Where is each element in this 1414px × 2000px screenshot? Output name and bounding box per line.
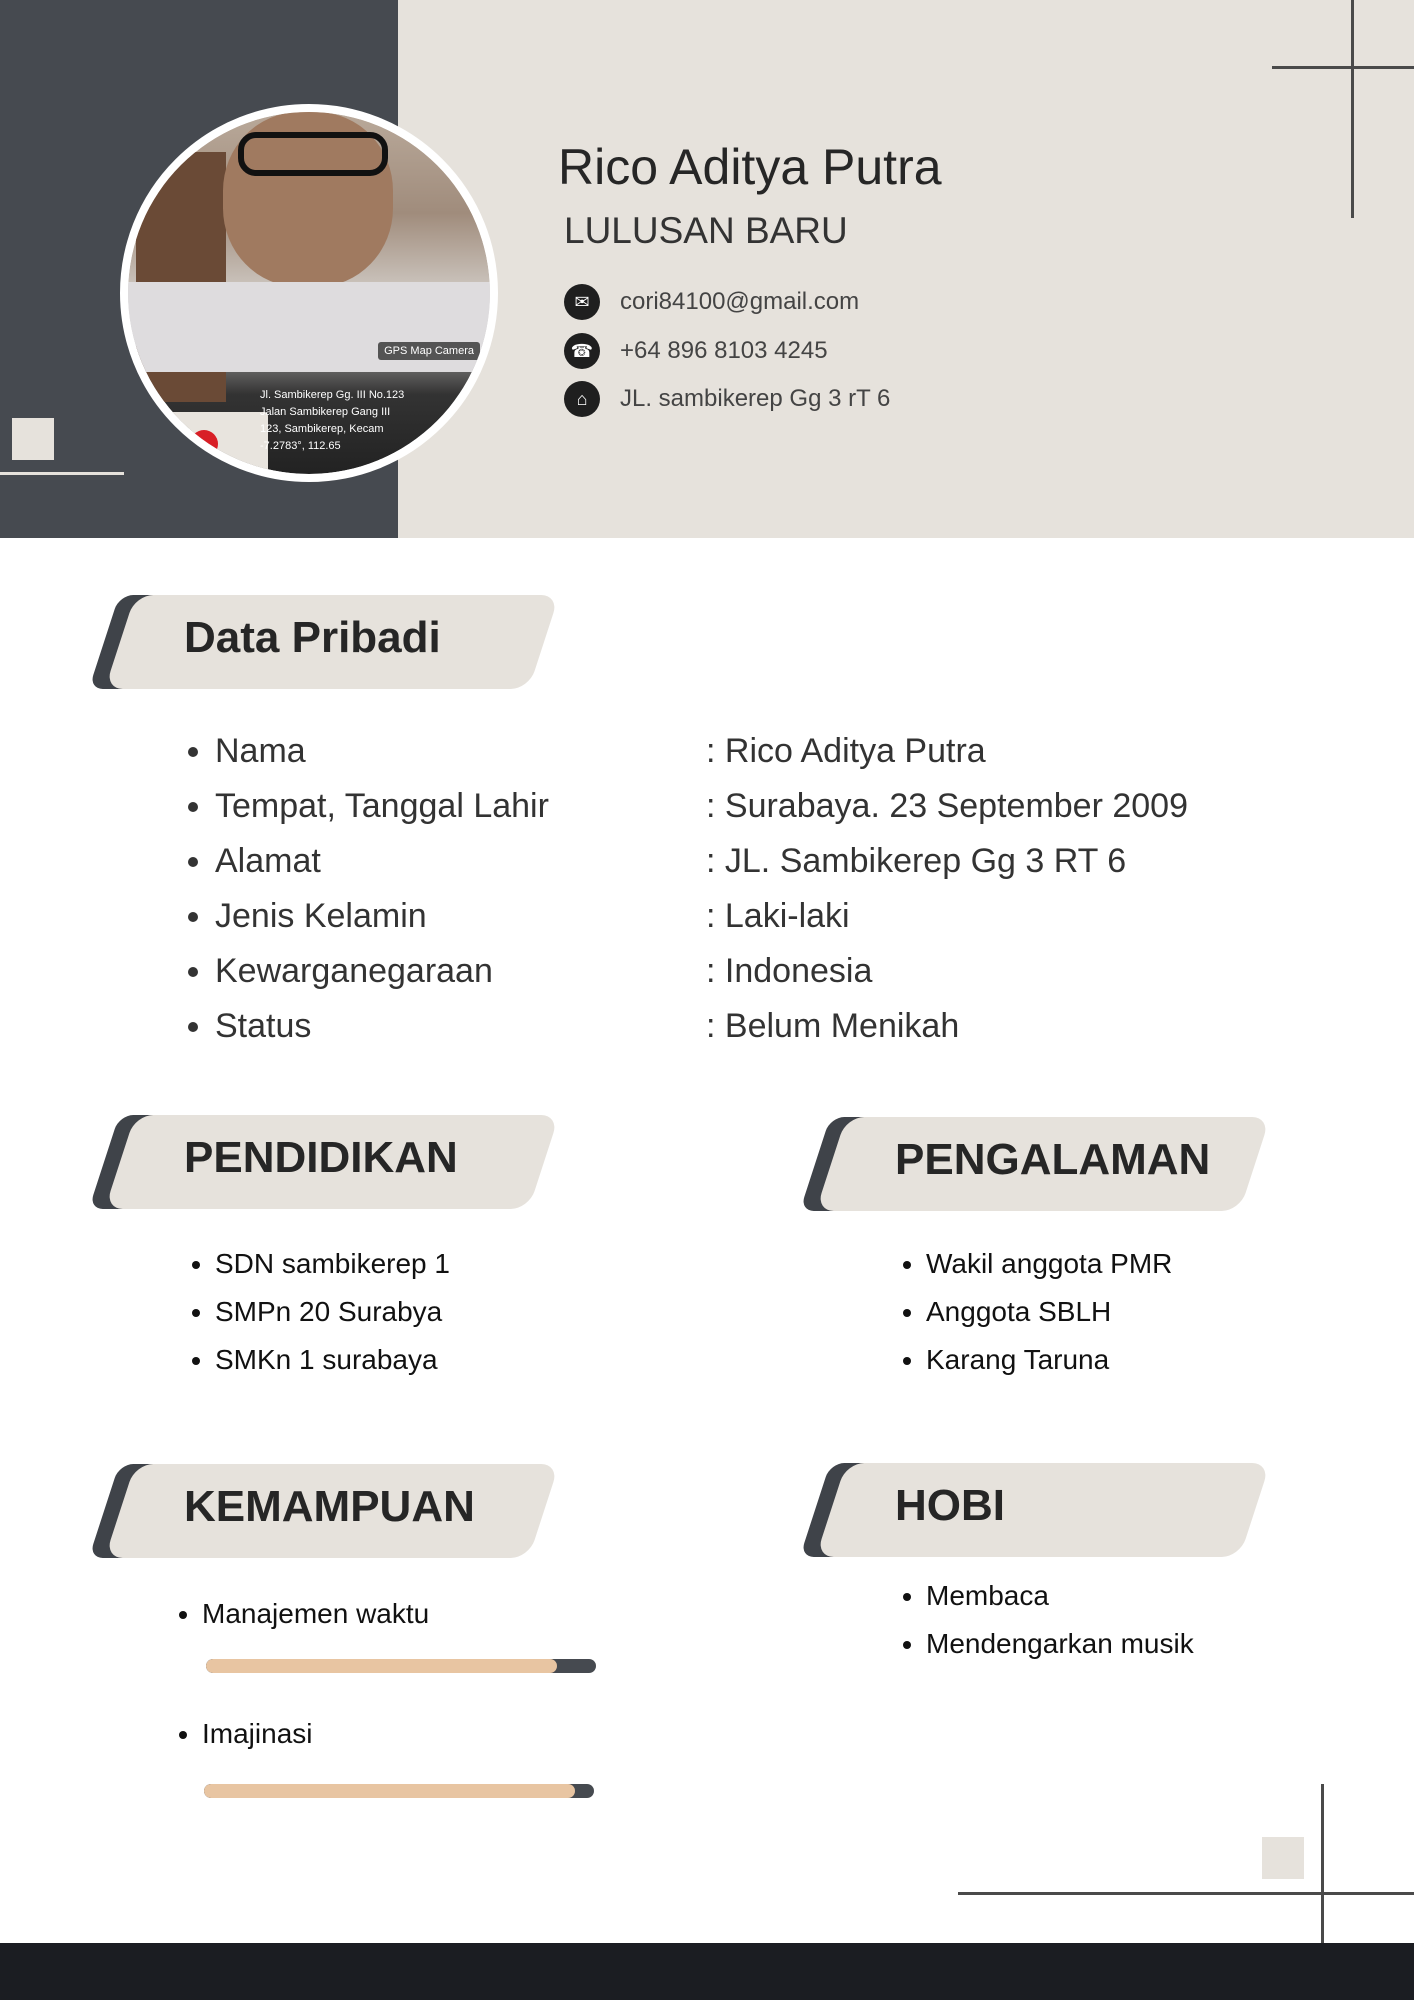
personal-value: : Belum Menikah bbox=[706, 1007, 960, 1045]
personal-values bbox=[706, 724, 1188, 1054]
photo-geo-text: Jl. Sambikerep Gg. III No.123 Jalan Sambikerep Gang III 123, Sambikerep, Kecam -7.2783°, 112.65 bbox=[260, 389, 405, 452]
footer-bar bbox=[0, 1943, 1414, 2000]
person-subtitle: LULUSAN BARU bbox=[564, 210, 848, 251]
personal-label: • Status bbox=[215, 999, 549, 1054]
skill-bar-0 bbox=[206, 1659, 596, 1673]
skill-item-0 bbox=[166, 1590, 429, 1638]
personal-label: • Jenis Kelamin bbox=[215, 889, 549, 944]
photo-tag: GPS Map Camera bbox=[378, 342, 480, 360]
personal-value: : Laki-laki bbox=[706, 897, 850, 935]
hobbies-list bbox=[890, 1572, 1194, 1668]
list-item: • Karang Taruna bbox=[926, 1336, 1172, 1384]
phone-icon: ☎ bbox=[564, 333, 600, 369]
person-name: Rico Aditya Putra bbox=[558, 139, 942, 195]
decor-square-left bbox=[12, 418, 54, 460]
contact-address: ⌂ JL. sambikerep Gg 3 rT 6 bbox=[564, 381, 890, 417]
mail-icon: ✉ bbox=[564, 284, 600, 320]
home-icon: ⌂ bbox=[564, 381, 600, 417]
personal-value: : Indonesia bbox=[706, 952, 873, 990]
personal-label: • Tempat, Tanggal Lahir bbox=[215, 779, 549, 834]
personal-label: • Kewarganegaraan bbox=[215, 944, 549, 999]
personal-label: • Nama bbox=[215, 724, 549, 779]
skill-label: • Imajinasi bbox=[202, 1710, 312, 1758]
personal-labels bbox=[179, 724, 549, 1054]
decor-line-horizontal-top bbox=[1272, 66, 1414, 69]
personal-label: • Alamat bbox=[215, 834, 549, 889]
decor-square-bottom bbox=[1262, 1837, 1304, 1879]
decor-line-left bbox=[0, 472, 124, 475]
header-light-panel bbox=[398, 0, 1414, 538]
map-pin-icon bbox=[190, 430, 218, 458]
skill-bar-fill bbox=[204, 1784, 575, 1798]
education-list bbox=[179, 1240, 450, 1384]
profile-photo bbox=[120, 104, 498, 482]
list-item: • SMKn 1 surabaya bbox=[215, 1336, 450, 1384]
section-header-skills: KEMAMPUAN bbox=[104, 1464, 544, 1558]
list-item: • Anggota SBLH bbox=[926, 1288, 1172, 1336]
section-header-personal: Data Pribadi bbox=[104, 595, 544, 689]
skill-bar-1 bbox=[204, 1784, 594, 1798]
decor-line-vertical-top bbox=[1351, 0, 1354, 218]
list-item: • SDN sambikerep 1 bbox=[215, 1240, 450, 1288]
decor-line-horizontal-bottom bbox=[958, 1892, 1414, 1895]
personal-value: : JL. Sambikerep Gg 3 RT 6 bbox=[706, 842, 1127, 880]
skill-label: • Manajemen waktu bbox=[202, 1590, 429, 1638]
skill-bar-fill bbox=[206, 1659, 557, 1673]
list-item: • Wakil anggota PMR bbox=[926, 1240, 1172, 1288]
personal-value: : Surabaya. 23 September 2009 bbox=[706, 787, 1188, 825]
list-item: • Mendengarkan musik bbox=[926, 1620, 1194, 1668]
list-item: • SMPn 20 Surabya bbox=[215, 1288, 450, 1336]
section-header-hobbies: HOBI bbox=[815, 1463, 1255, 1557]
personal-value: : Rico Aditya Putra bbox=[706, 732, 986, 770]
skill-item-1 bbox=[166, 1710, 312, 1758]
contact-email: ✉ cori84100@gmail.com bbox=[564, 284, 859, 320]
section-header-experience: PENGALAMAN bbox=[815, 1117, 1255, 1211]
list-item: • Membaca bbox=[926, 1572, 1194, 1620]
experience-list bbox=[890, 1240, 1172, 1384]
section-header-education: PENDIDIKAN bbox=[104, 1115, 544, 1209]
contact-phone: ☎ +64 896 8103 4245 bbox=[564, 333, 828, 369]
